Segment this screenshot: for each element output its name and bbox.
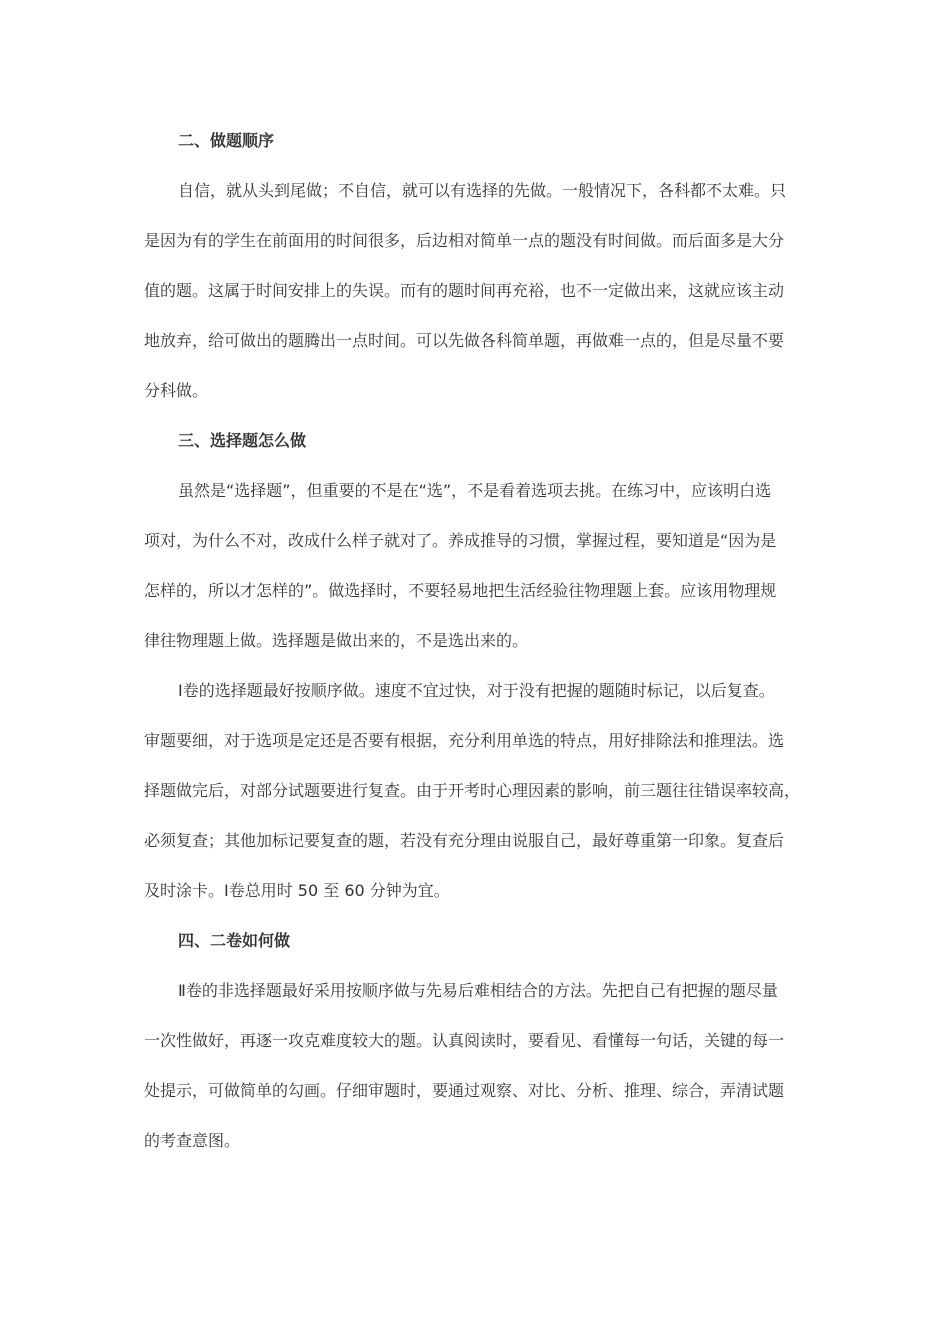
paragraph-line: 自信，就从头到尾做；不自信，就可以有选择的先做。一般情况下，各科都不太难。只 xyxy=(178,181,787,200)
paragraph-line: 地放弃，给可做出的题腾出一点时间。可以先做各科简单题，再做难一点的，但是尽量不要 xyxy=(144,331,785,350)
paragraph-line: 分科做。 xyxy=(144,381,209,400)
paragraph-line: 必须复查；其他加标记要复查的题，若没有充分理由说服自己，最好尊重第一印象。复查后 xyxy=(144,831,785,850)
paragraph-line: 项对，为什么不对，改成什么样子就对了。养成推导的习惯，掌握过程，要知道是“因为是 xyxy=(144,531,777,550)
paragraph-line: 律往物理题上做。选择题是做出来的，不是选出来的。 xyxy=(144,631,529,650)
paragraph-line: 的考查意图。 xyxy=(144,1131,241,1150)
paragraph-line: 审题要细，对于选项是定还是否要有根据，充分利用单选的特点，用好排除法和推理法。选 xyxy=(144,731,785,750)
paragraph-line: Ⅱ卷的非选择题最好采用按顺序做与先易后难相结合的方法。先把自己有把握的题尽量 xyxy=(178,981,778,1000)
section-heading-order: 二、做题顺序 xyxy=(178,131,275,150)
paragraph-line: 怎样的，所以才怎样的”。做选择时，不要轻易地把生活经验往物理题上套。应该用物理规 xyxy=(144,581,777,600)
paragraph-line: 值的题。这属于时间安排上的失误。而有的题时间再充裕，也不一定做出来，这就应该主动 xyxy=(144,281,785,300)
paragraph-line: 一次性做好，再逐一攻克难度较大的题。认真阅读时，要看见、看懂每一句话，关键的每一 xyxy=(144,1031,785,1050)
paragraph-line: 择题做完后，对部分试题要进行复查。由于开考时心理因素的影响，前三题往往错误率较高， xyxy=(144,781,801,800)
section-heading-paper-two: 四、二卷如何做 xyxy=(178,931,291,950)
paragraph-line: 处提示，可做简单的勾画。仔细审题时，要通过观察、对比、分析、推理、综合，弄清试题 xyxy=(144,1081,785,1100)
document-body xyxy=(144,116,816,1166)
paragraph-line: 及时涂卡。Ⅰ卷总用时 50 至 60 分钟为宜。 xyxy=(144,881,450,900)
paragraph-line: Ⅰ卷的选择题最好按顺序做。速度不宜过快，对于没有把握的题随时标记，以后复查。 xyxy=(178,681,775,700)
paragraph-line: 虽然是“选择题”，但重要的不是在“选”，不是看着选项去挑。在练习中，应该明白选 xyxy=(178,481,772,500)
paragraph-line: 是因为有的学生在前面用的时间很多，后边相对简单一点的题没有时间做。而后面多是大分 xyxy=(144,231,785,250)
section-heading-multiple-choice: 三、选择题怎么做 xyxy=(178,431,307,450)
